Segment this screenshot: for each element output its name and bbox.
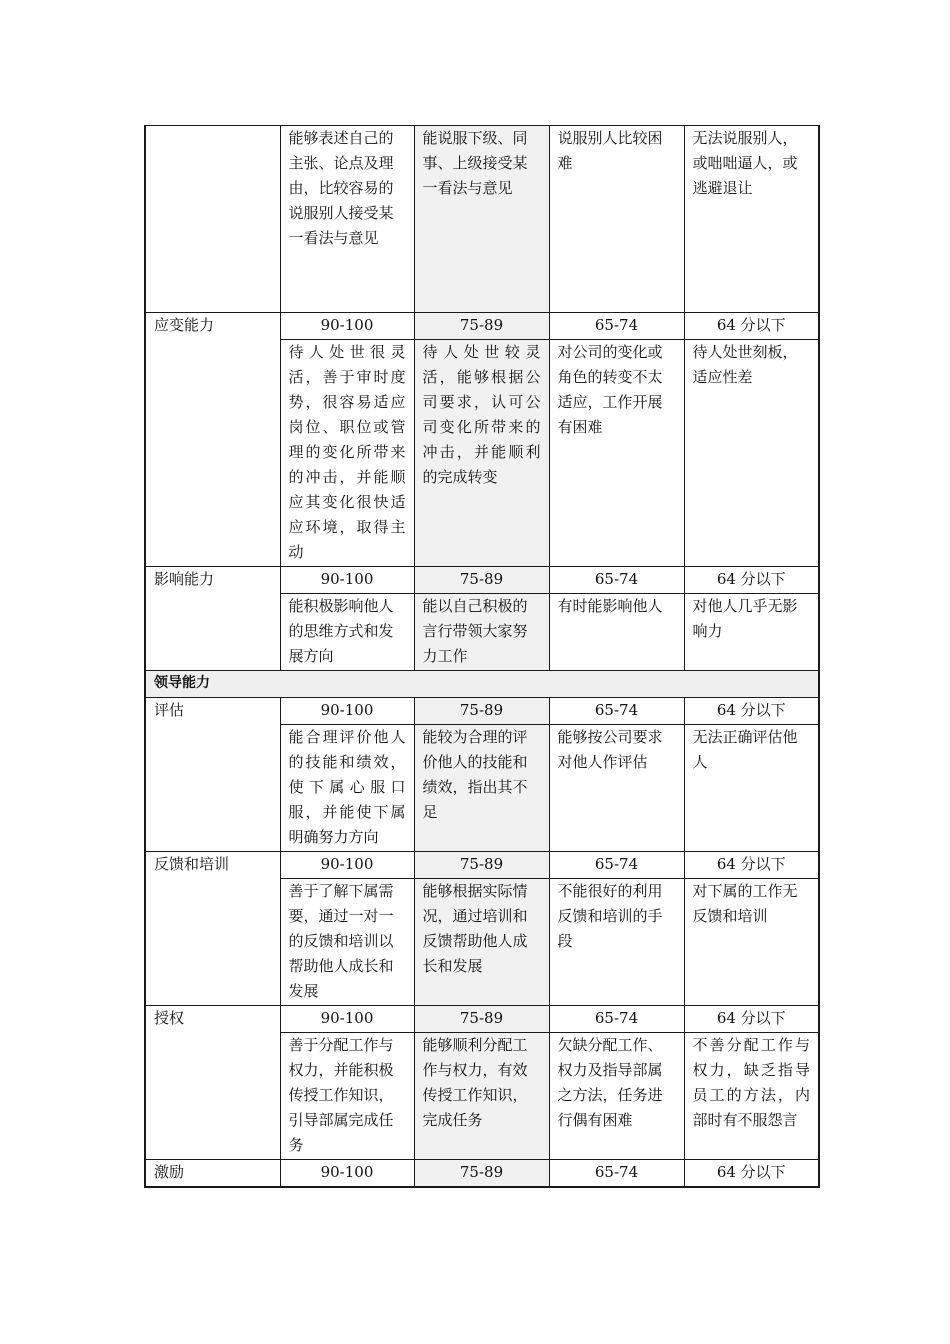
evaluation-score-row bbox=[145, 698, 819, 725]
row-label: 评估 bbox=[145, 698, 280, 852]
desc-excellent: 能合理评价他人的技能和绩效，使下属心服口服，并能使下属明确努力方向 bbox=[280, 725, 414, 852]
score-fair: 65-74 bbox=[549, 1006, 684, 1033]
score-excellent: 90-100 bbox=[280, 567, 414, 594]
desc-fair: 不能很好的利用反馈和培训的手段 bbox=[549, 879, 684, 1006]
desc-poor: 待人处世刻板，适应性差 bbox=[684, 340, 819, 567]
row-label: 反馈和培训 bbox=[145, 852, 280, 1006]
desc-poor: 对下属的工作无反馈和培训 bbox=[684, 879, 819, 1006]
score-poor: 64 分以下 bbox=[684, 852, 819, 879]
score-poor: 64 分以下 bbox=[684, 567, 819, 594]
score-fair: 65-74 bbox=[549, 1160, 684, 1187]
desc-poor: 无法说服别人，或咄咄逼人，或逃避退让 bbox=[684, 126, 819, 313]
desc-good: 能够顺利分配工作与权力，有效传授工作知识，完成任务 bbox=[414, 1033, 549, 1160]
persuasion-desc-row bbox=[145, 126, 819, 313]
score-excellent: 90-100 bbox=[280, 698, 414, 725]
feedback-score-row bbox=[145, 852, 819, 879]
desc-excellent: 能够表述自己的主张、论点及理由，比较容易的说服别人接受某一看法与意见 bbox=[280, 126, 414, 313]
score-good: 75-89 bbox=[414, 1006, 549, 1033]
score-excellent: 90-100 bbox=[280, 852, 414, 879]
score-poor: 64 分以下 bbox=[684, 698, 819, 725]
desc-fair: 能够按公司要求对他人作评估 bbox=[549, 725, 684, 852]
desc-fair: 有时能影响他人 bbox=[549, 594, 684, 671]
desc-good: 能以自己积极的言行带领大家努力工作 bbox=[414, 594, 549, 671]
score-good: 75-89 bbox=[414, 567, 549, 594]
desc-excellent: 能积极影响他人的思维方式和发展方向 bbox=[280, 594, 414, 671]
score-fair: 65-74 bbox=[549, 567, 684, 594]
desc-fair: 欠缺分配工作、权力及指导部属之方法，任务进行偶有困难 bbox=[549, 1033, 684, 1160]
section-title: 领导能力 bbox=[145, 671, 819, 698]
adaptability-score-row bbox=[145, 313, 819, 340]
score-fair: 65-74 bbox=[549, 852, 684, 879]
score-good: 75-89 bbox=[414, 852, 549, 879]
row-label: 影响能力 bbox=[145, 567, 280, 671]
score-good: 75-89 bbox=[414, 1160, 549, 1187]
score-fair: 65-74 bbox=[549, 313, 684, 340]
score-poor: 64 分以下 bbox=[684, 1160, 819, 1187]
score-fair: 65-74 bbox=[549, 698, 684, 725]
row-label: 授权 bbox=[145, 1006, 280, 1160]
score-excellent: 90-100 bbox=[280, 1160, 414, 1187]
desc-poor: 对他人几乎无影响力 bbox=[684, 594, 819, 671]
desc-fair: 对公司的变化或角色的转变不太适应，工作开展有困难 bbox=[549, 340, 684, 567]
score-excellent: 90-100 bbox=[280, 1006, 414, 1033]
score-poor: 64 分以下 bbox=[684, 313, 819, 340]
motivation-score-row bbox=[145, 1160, 819, 1187]
desc-poor: 不善分配工作与权力，缺乏指导员工的方法，内部时有不服怨言 bbox=[684, 1033, 819, 1160]
score-good: 75-89 bbox=[414, 313, 549, 340]
competency-table bbox=[144, 125, 820, 1188]
desc-excellent: 待人处世很灵活，善于审时度势，很容易适应岗位、职位或管理的变化所带来的冲击，并能顺应其变化很快适应环境，取得主动 bbox=[280, 340, 414, 567]
score-good: 75-89 bbox=[414, 698, 549, 725]
desc-good: 能说服下级、同事、上级接受某一看法与意见 bbox=[414, 126, 549, 313]
row-label-cell bbox=[145, 126, 280, 313]
score-poor: 64 分以下 bbox=[684, 1006, 819, 1033]
desc-poor: 无法正确评估他人 bbox=[684, 725, 819, 852]
desc-good: 待人处世较灵活，能够根据公司要求，认可公司变化所带来的冲击，并能顺利的完成转变 bbox=[414, 340, 549, 567]
desc-good: 能较为合理的评价他人的技能和绩效，指出其不足 bbox=[414, 725, 549, 852]
desc-fair: 说服别人比较困难 bbox=[549, 126, 684, 313]
desc-excellent: 善于了解下属需要，通过一对一的反馈和培训以帮助他人成长和发展 bbox=[280, 879, 414, 1006]
influence-score-row bbox=[145, 567, 819, 594]
desc-excellent: 善于分配工作与权力，并能积极传授工作知识，引导部属完成任务 bbox=[280, 1033, 414, 1160]
score-excellent: 90-100 bbox=[280, 313, 414, 340]
section-header-row bbox=[145, 671, 819, 698]
desc-good: 能够根据实际情况，通过培训和反馈帮助他人成长和发展 bbox=[414, 879, 549, 1006]
delegation-score-row bbox=[145, 1006, 819, 1033]
row-label: 激励 bbox=[145, 1160, 280, 1187]
row-label: 应变能力 bbox=[145, 313, 280, 567]
